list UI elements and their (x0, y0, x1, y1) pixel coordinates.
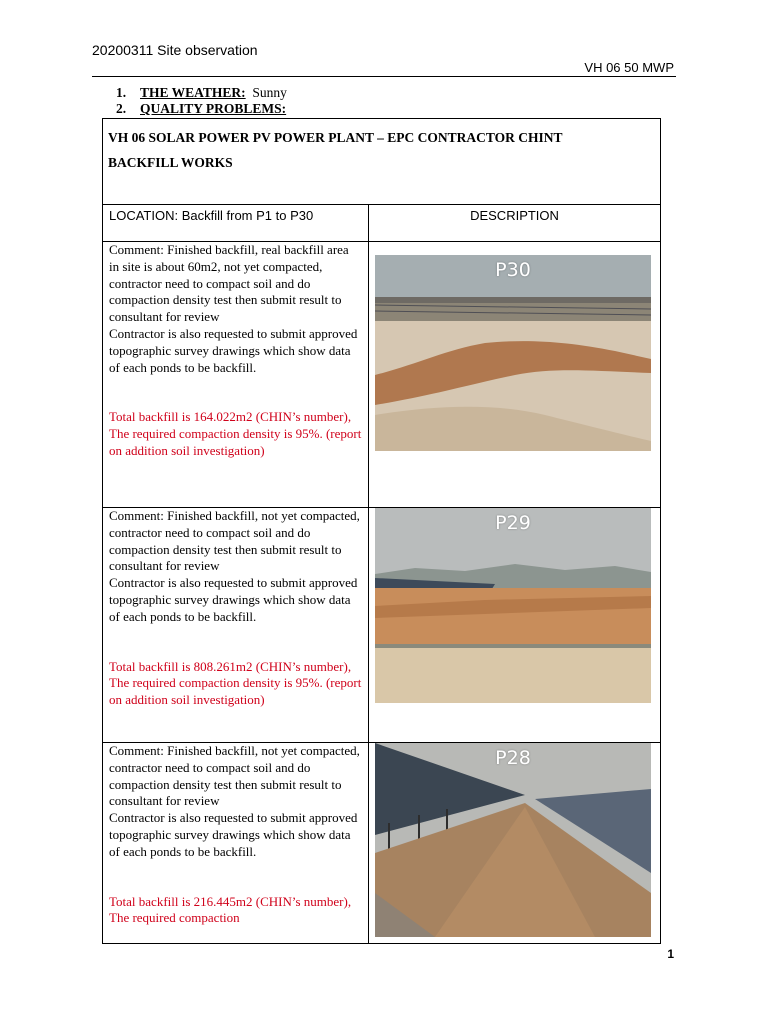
comment-cell (103, 242, 369, 508)
photo-cell (369, 743, 661, 944)
comment-cell (103, 743, 369, 944)
list-number: 2. (116, 101, 127, 116)
total-text: Total backfill is 164.022m2 (CHIN’s number), The required compaction density is 95%. (report on addition soil investigation) (109, 409, 362, 458)
comment-text: Comment: Finished backfill, not yet compacted, contractor need to compact soil and do compaction density test then submit result to consultant for review (109, 508, 360, 574)
photo-label: P28 (495, 747, 531, 769)
location-cell: LOCATION: Backfill from P1 to P30 (103, 205, 369, 242)
header-rule (92, 76, 676, 77)
weather-value: Sunny (252, 85, 287, 100)
total-text: Total backfill is 808.261m2 (CHIN’s number), The required compaction density is 95%. (report on addition soil investigation) (109, 658, 362, 708)
comment-text: Comment: Finished backfill, not yet compacted, contractor need to compact soil and do compaction density test then submit result to consultant for review (109, 743, 360, 809)
observation-table (102, 118, 661, 944)
table-title (103, 119, 661, 205)
request-text: Contractor is also requested to submit approved topographic survey drawings which show data of each ponds to be backfill. (109, 810, 358, 859)
photo-cell (369, 508, 661, 743)
site-photo-image (375, 743, 651, 937)
list-item-weather (116, 85, 287, 101)
total-text: Total backfill is 216.445m2 (CHIN’s number), The required compaction (109, 893, 352, 926)
site-photo (375, 508, 651, 703)
numbered-list (116, 85, 287, 117)
request-text: Contractor is also requested to submit approved topographic survey drawings which show data of each ponds to be backfill. (109, 325, 358, 375)
page-number: 1 (667, 947, 674, 961)
photo-label: P29 (495, 512, 531, 534)
comment-cell (103, 508, 369, 743)
site-photo-image (375, 255, 651, 451)
quality-label: QUALITY PROBLEMS: (140, 101, 287, 116)
list-number: 1. (116, 85, 127, 100)
weather-label: THE WEATHER: (140, 85, 246, 100)
photo-cell (369, 242, 661, 508)
photo-label: P30 (495, 259, 531, 281)
list-item-quality (116, 101, 287, 117)
site-photo (375, 255, 651, 451)
header-project: VH 06 50 MWP (584, 60, 674, 75)
request-text: Contractor is also requested to submit approved topographic survey drawings which show data of each ponds to be backfill. (109, 575, 358, 624)
table-title-line1: VH 06 SOLAR POWER PV POWER PLANT – EPC CONTRACTOR CHINT (108, 130, 563, 145)
site-photo (375, 743, 651, 937)
header-title: 20200311 Site observation (92, 42, 258, 58)
table-title-line2: BACKFILL WORKS (108, 155, 233, 170)
description-header: DESCRIPTION (369, 205, 661, 242)
comment-text: Comment: Finished backfill, real backfill area in site is about 60m2, not yet compacted, contractor need to compact soil and do compaction density test then submit result to consultant for review (109, 242, 349, 325)
site-photo-image (375, 508, 651, 703)
